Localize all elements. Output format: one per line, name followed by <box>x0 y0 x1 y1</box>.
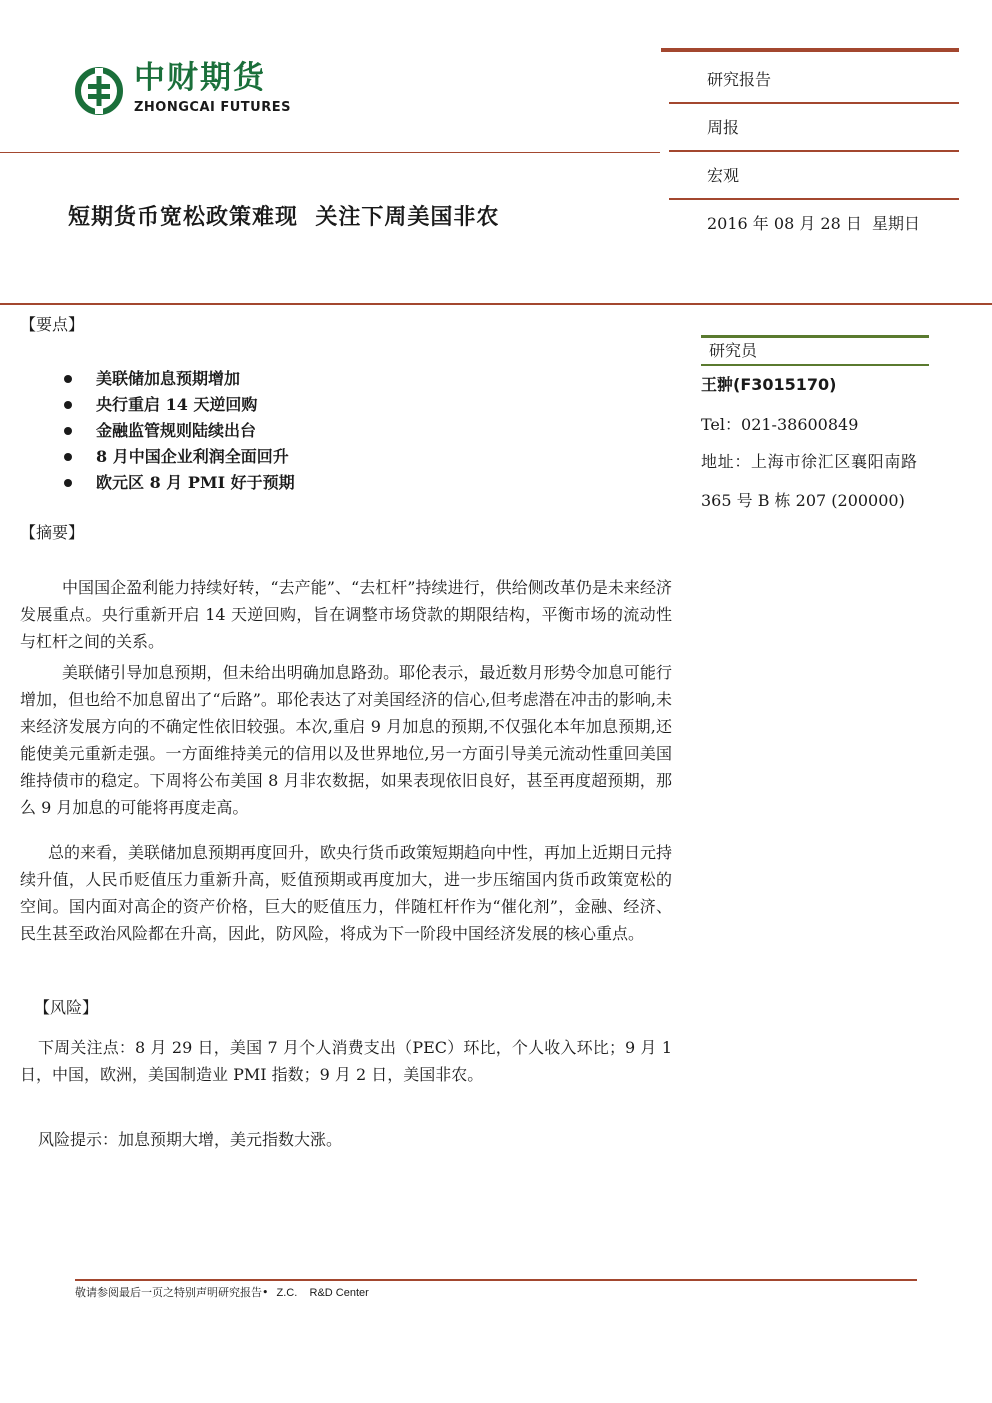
bullet-icon <box>64 427 72 435</box>
bullet-icon <box>64 479 72 487</box>
risk-warning-text: 风险提示：加息预期大增，美元指数大涨。 <box>38 1130 343 1149</box>
footer <box>75 1285 369 1301</box>
researcher-top-rule <box>701 335 929 338</box>
researcher-address: 地址：上海市徐汇区襄阳南路 365 号 B 栋 207 (200000) <box>701 452 917 510</box>
list-item: 8 月中国企业利润全面回升 <box>60 444 295 470</box>
list-item: 欧元区 8 月 PMI 好于预期 <box>60 470 295 496</box>
header-rule-1 <box>669 102 959 104</box>
bullet-icon <box>64 375 72 383</box>
list-item: 金融监管规则陆续出台 <box>60 418 295 444</box>
summary-paragraph-2: 美联储引导加息预期，但未给出明确加息路劲。耶伦表示，最近数月形势令加息可能行增加，但也给不加息留出了“后路”。耶伦表达了对美国经济的信心,但考虑潜在冲击的影响,未来经济发展方向的不确定性依旧较强。本次,重启 9 月加息的预期,不仅强化本年加息预期,还能使美元重新走强。一方面维持美元的信用以及世界地位,另一方面引导美元流动性重回美国维持债市的稳定。下周将公布美国 8 月非农数据，如果表现依旧良好，甚至再度超预期，那么 9 月加息的可能将再度走高。 <box>20 663 672 817</box>
researcher-name: 王翀(F3015170) <box>701 375 837 394</box>
header-rule-2 <box>669 150 959 152</box>
key-points-heading: 【要点】 <box>20 315 85 334</box>
report-category: 研究报告 <box>707 70 772 89</box>
logo-icon <box>74 66 124 116</box>
summary-paragraph-3: 总的来看，美联储加息预期再度回升，欧央行货币政策短期趋向中性，再加上近期日元持续升值，人民币贬值压力重新升高，贬值预期或再度加大，进一步压缩国内货币政策宽松的空间。国内面对高企的资产价格，巨大的贬值压力，伴随杠杆作为“催化剂”，金融、经济、民生甚至政治风险都在升高，因此，防风险，将成为下一阶段中国经济发展的核心重点。 <box>20 843 673 943</box>
footer-center: Z.C. R&D Center <box>276 1287 369 1299</box>
footer-disclaimer: 敬请参阅最后一页之特别声明研究报告• <box>75 1286 269 1299</box>
header-rule-3 <box>669 198 959 200</box>
logo-underline <box>0 152 660 153</box>
risk-heading: 【风险】 <box>34 998 99 1017</box>
key-points-list <box>60 366 295 496</box>
header-top-rule <box>661 48 959 52</box>
title-underline <box>0 303 992 305</box>
summary-heading: 【摘要】 <box>20 523 85 542</box>
footer-rule <box>75 1279 917 1281</box>
researcher-label: 研究员 <box>709 341 758 360</box>
report-type: 周报 <box>707 118 740 137</box>
report-title: 短期货币宽松政策难现 关注下周美国非农 <box>68 204 500 230</box>
researcher-bottom-rule <box>701 364 929 366</box>
report-sector: 宏观 <box>707 166 740 185</box>
list-item: 央行重启 14 天逆回购 <box>60 392 295 418</box>
risk-watch-text: 下周关注点：8 月 29 日，美国 7 月个人消费支出（PEC）环比，个人收入环比；9 月 1 日，中国，欧洲，美国制造业 PMI 指数；9 月 2 日，美国非农。 <box>20 1038 672 1084</box>
summary-paragraph-1: 中国国企盈利能力持续好转，“去产能”、“去杠杆”持续进行，供给侧改革仍是未来经济发展重点。央行重新开启 14 天逆回购，旨在调整市场贷款的期限结构，平衡市场的流动性与杠杆之间的关系。 <box>20 578 672 651</box>
logo-name-en: ZHONGCAI FUTURES <box>134 100 291 115</box>
list-item: 美联储加息预期增加 <box>60 366 295 392</box>
logo-name-cn: 中财期货 <box>134 60 266 96</box>
researcher-tel: Tel：021-38600849 <box>701 415 859 434</box>
bullet-icon <box>64 401 72 409</box>
report-date: 2016 年 08 月 28 日 星期日 <box>707 214 921 233</box>
bullet-icon <box>64 453 72 461</box>
